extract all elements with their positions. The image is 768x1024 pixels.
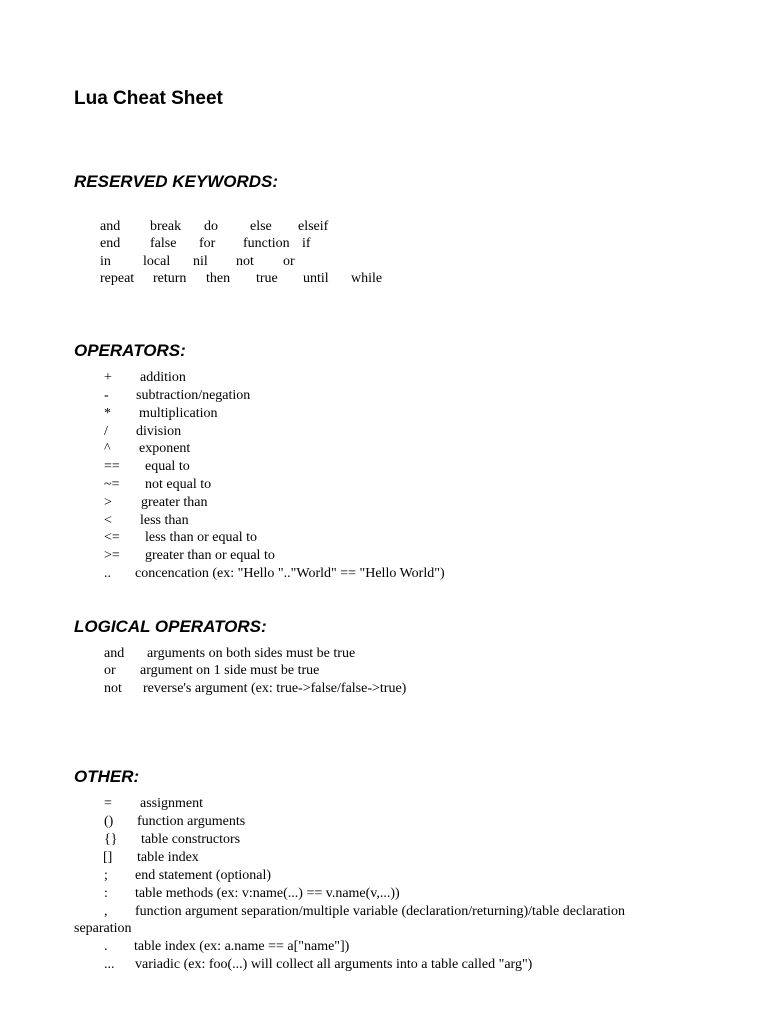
keyword: and (100, 219, 121, 234)
operator-symbol: [] (103, 850, 113, 865)
operator-description: division (136, 424, 182, 439)
keyword: elseif (298, 219, 329, 234)
reserved-keywords-heading: RESERVED KEYWORDS: (74, 172, 279, 191)
operator-description: table constructors (141, 832, 241, 847)
keyword: break (150, 219, 182, 234)
keyword: if (302, 236, 311, 251)
keyword: function (243, 236, 290, 251)
operator-description: table index (137, 850, 199, 865)
operator-description: assignment (140, 796, 203, 811)
keyword: in (100, 254, 111, 269)
operator-description: exponent (139, 441, 191, 456)
operator-symbol: , (104, 904, 108, 919)
operator-description: greater than or equal to (145, 548, 275, 563)
operator-description: less than or equal to (145, 530, 257, 545)
operator-description: subtraction/negation (136, 388, 251, 403)
operator-description: not equal to (145, 477, 212, 492)
operator-symbol: ... (104, 957, 115, 972)
operator-symbol: () (104, 814, 114, 829)
keyword: then (206, 271, 231, 286)
keyword: do (204, 219, 218, 234)
keyword: return (153, 271, 187, 286)
operator-description: argument on 1 side must be true (140, 663, 320, 678)
operator-symbol: ~= (104, 477, 120, 492)
operator-symbol: * (104, 406, 111, 421)
operator-symbol: ; (104, 868, 108, 883)
operator-symbol: < (104, 513, 112, 528)
operator-symbol: or (104, 663, 116, 678)
operator-description: end statement (optional) (135, 868, 272, 883)
operator-symbol: . (104, 939, 108, 954)
keyword: or (283, 254, 295, 269)
operator-description: variadic (ex: foo(...) will collect all arguments into a table called "arg") (135, 957, 533, 972)
logical-operators-heading: LOGICAL OPERATORS: (74, 617, 267, 636)
operator-description: concencation (ex: "Hello ".."World" == "Hello World") (135, 566, 445, 581)
operator-symbol: >= (104, 548, 120, 563)
operator-description: function argument separation/multiple variable (declaration/returning)/table declaration (135, 904, 625, 919)
page-title: Lua Cheat Sheet (74, 88, 223, 109)
keyword: not (236, 254, 254, 269)
operator-description: greater than (141, 495, 208, 510)
operator-description: addition (140, 370, 186, 385)
keyword: nil (193, 254, 208, 269)
operator-symbol: + (104, 370, 112, 385)
keyword: else (250, 219, 272, 234)
operator-symbol: and (104, 646, 125, 661)
keyword: local (143, 254, 171, 269)
operator-description: less than (140, 513, 189, 528)
keyword: false (150, 236, 177, 251)
operator-description: function arguments (137, 814, 246, 829)
operator-symbol: == (104, 459, 120, 474)
keyword: end (100, 236, 121, 251)
keyword: until (303, 271, 329, 286)
keyword: for (199, 236, 216, 251)
operator-description: table methods (ex: v:name(...) == v.name(v,...)) (135, 886, 400, 901)
operator-description: arguments on both sides must be true (147, 646, 356, 661)
keyword: while (351, 271, 383, 286)
operator-symbol: / (104, 424, 108, 439)
operator-symbol: <= (104, 530, 120, 545)
operator-description: equal to (145, 459, 190, 474)
operator-symbol: : (104, 886, 108, 901)
operators-heading: OPERATORS: (74, 341, 186, 360)
operator-symbol: not (104, 681, 122, 696)
operator-symbol: ^ (104, 441, 111, 456)
operator-symbol: {} (104, 832, 118, 847)
operator-description: separation (74, 921, 132, 936)
keyword: repeat (100, 271, 135, 286)
operator-symbol: > (104, 495, 112, 510)
operator-symbol: .. (104, 566, 111, 581)
operator-symbol: = (104, 796, 112, 811)
other-heading: OTHER: (74, 767, 140, 786)
keyword: true (256, 271, 278, 286)
operator-symbol: - (104, 388, 109, 403)
operator-description: table index (ex: a.name == a["name"]) (134, 939, 350, 954)
operator-description: multiplication (139, 406, 218, 421)
operator-description: reverse's argument (ex: true->false/false->true) (143, 681, 407, 696)
